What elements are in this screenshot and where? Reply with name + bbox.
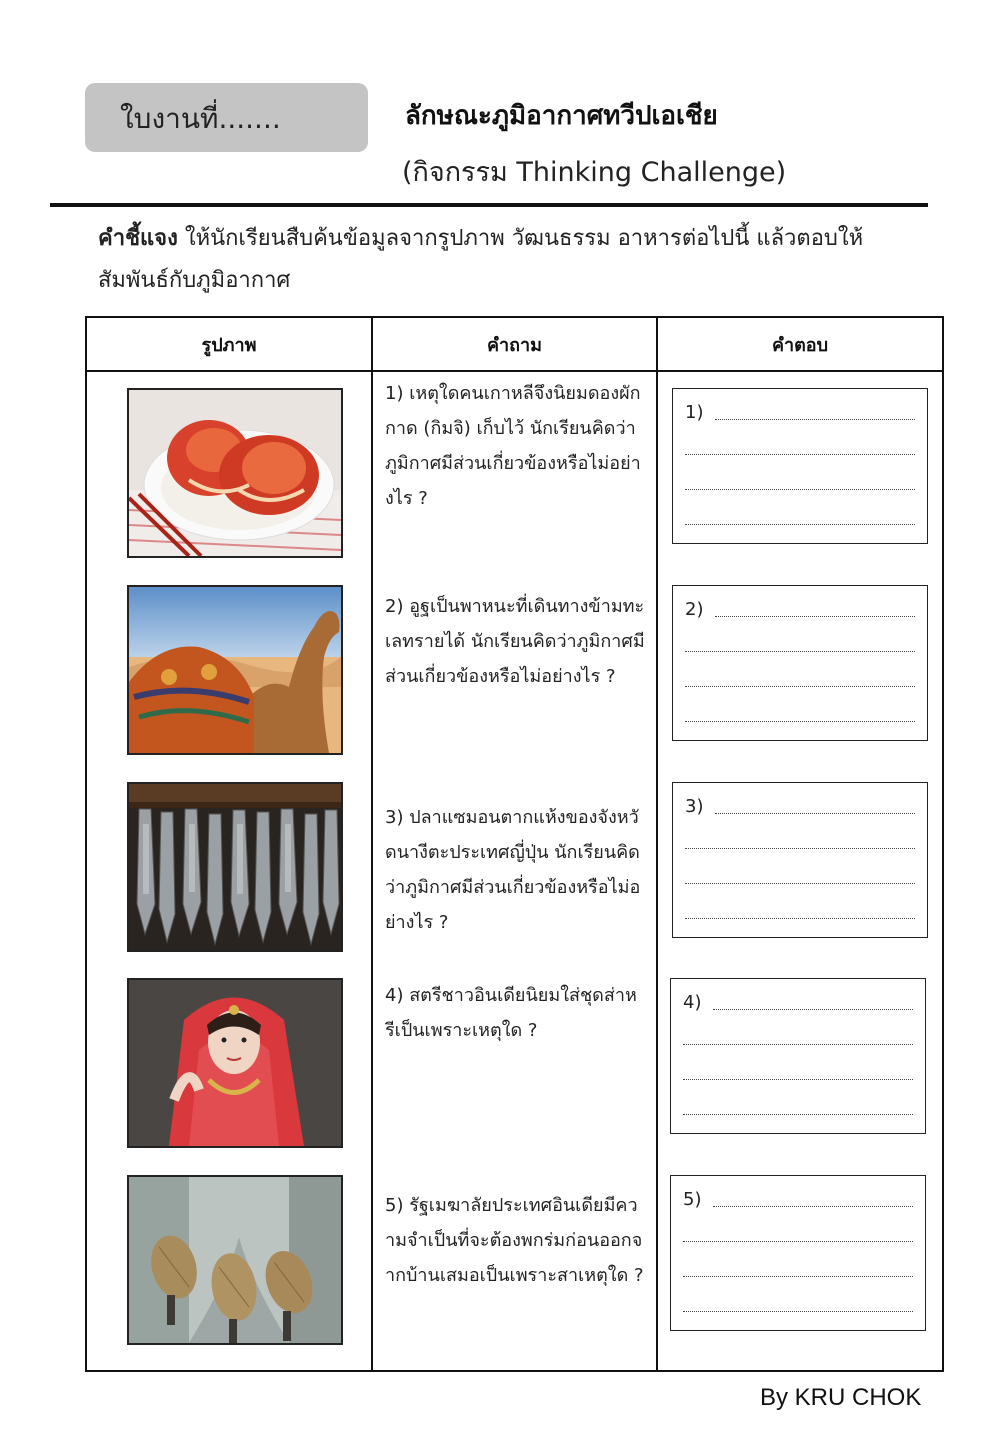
worksheet-number-badge bbox=[85, 83, 368, 152]
question-3: 3) ปลาแซมอนตากแห้งของจังหวัดนางีตะประเทศญี่ปุ่น นักเรียนคิดว่าภูมิกาศมีส่วนเกี่ยวข้องหรือไม่อย่างไร ? bbox=[385, 807, 641, 933]
answer-box-4[interactable] bbox=[670, 978, 926, 1134]
answer-label-4: 4) bbox=[683, 992, 702, 1013]
instructions-text: ให้นักเรียนสืบค้นข้อมูลจากรูปภาพ วัฒนธรรม อาหารต่อไปนี้ แล้วตอบให้สัมพันธ์กับภูมิอากาศ bbox=[98, 226, 864, 293]
question-1: 1) เหตุใดคนเกาหลีจึงนิยมดองผักกาด (กิมจิ) เก็บไว้ นักเรียนคิดว่าภูมิกาศมีส่วนเกี่ยวข้องหรือไม่อย่างไร ? bbox=[385, 383, 641, 509]
page-title: ลักษณะภูมิอากาศทวีปเอเชีย bbox=[405, 101, 718, 131]
table-body-row bbox=[86, 371, 943, 1371]
sari-woman-photo bbox=[127, 978, 343, 1148]
header-picture: รูปภาพ bbox=[86, 317, 372, 371]
answer-box-2[interactable] bbox=[672, 585, 928, 741]
answer-label-1: 1) bbox=[685, 402, 704, 423]
header-question: คำถาม bbox=[372, 317, 657, 371]
answer-column bbox=[657, 371, 943, 1371]
picture-column bbox=[86, 371, 372, 1371]
camel-photo bbox=[127, 585, 343, 755]
answer-label-2: 2) bbox=[685, 599, 704, 620]
author-byline: By KRU CHOK bbox=[760, 1384, 922, 1411]
page-subtitle: (กิจกรรม Thinking Challenge) bbox=[402, 157, 787, 188]
worksheet-table bbox=[85, 316, 944, 1372]
header-answer: คำตอบ bbox=[657, 317, 943, 371]
question-column bbox=[372, 371, 657, 1371]
question-2: 2) อูฐเป็นพาหนะที่เดินทางข้ามทะเลทรายได้ นักเรียนคิดว่าภูมิกาศมีส่วนเกี่ยวข้องหรือไม่อย่างไร ? bbox=[385, 596, 645, 687]
question-5: 5) รัฐเมฆาลัยประเทศอินเดียมีความจำเป็นที่จะต้องพกร่มก่อนออกจากบ้านเสมอเป็นเพราะสาเหตุใด ? bbox=[385, 1195, 644, 1286]
dried-salmon-photo bbox=[127, 782, 343, 952]
question-4: 4) สตรีชาวอินเดียนิยมใส่ชุดส่าหรีเป็นเพราะเหตุใด ? bbox=[385, 985, 637, 1041]
kimchi-photo bbox=[127, 388, 343, 558]
worksheet-label: ใบงานที่....... bbox=[120, 102, 281, 135]
answer-box-3[interactable] bbox=[672, 782, 928, 938]
header-divider bbox=[50, 203, 928, 207]
instructions bbox=[98, 218, 918, 302]
answer-box-1[interactable] bbox=[672, 388, 928, 544]
instructions-lead: คำชี้แจง bbox=[98, 226, 178, 251]
table-header-row bbox=[86, 317, 943, 371]
answer-label-3: 3) bbox=[685, 796, 704, 817]
meghalaya-rain-photo bbox=[127, 1175, 343, 1345]
answer-box-5[interactable] bbox=[670, 1175, 926, 1331]
answer-label-5: 5) bbox=[683, 1189, 702, 1210]
